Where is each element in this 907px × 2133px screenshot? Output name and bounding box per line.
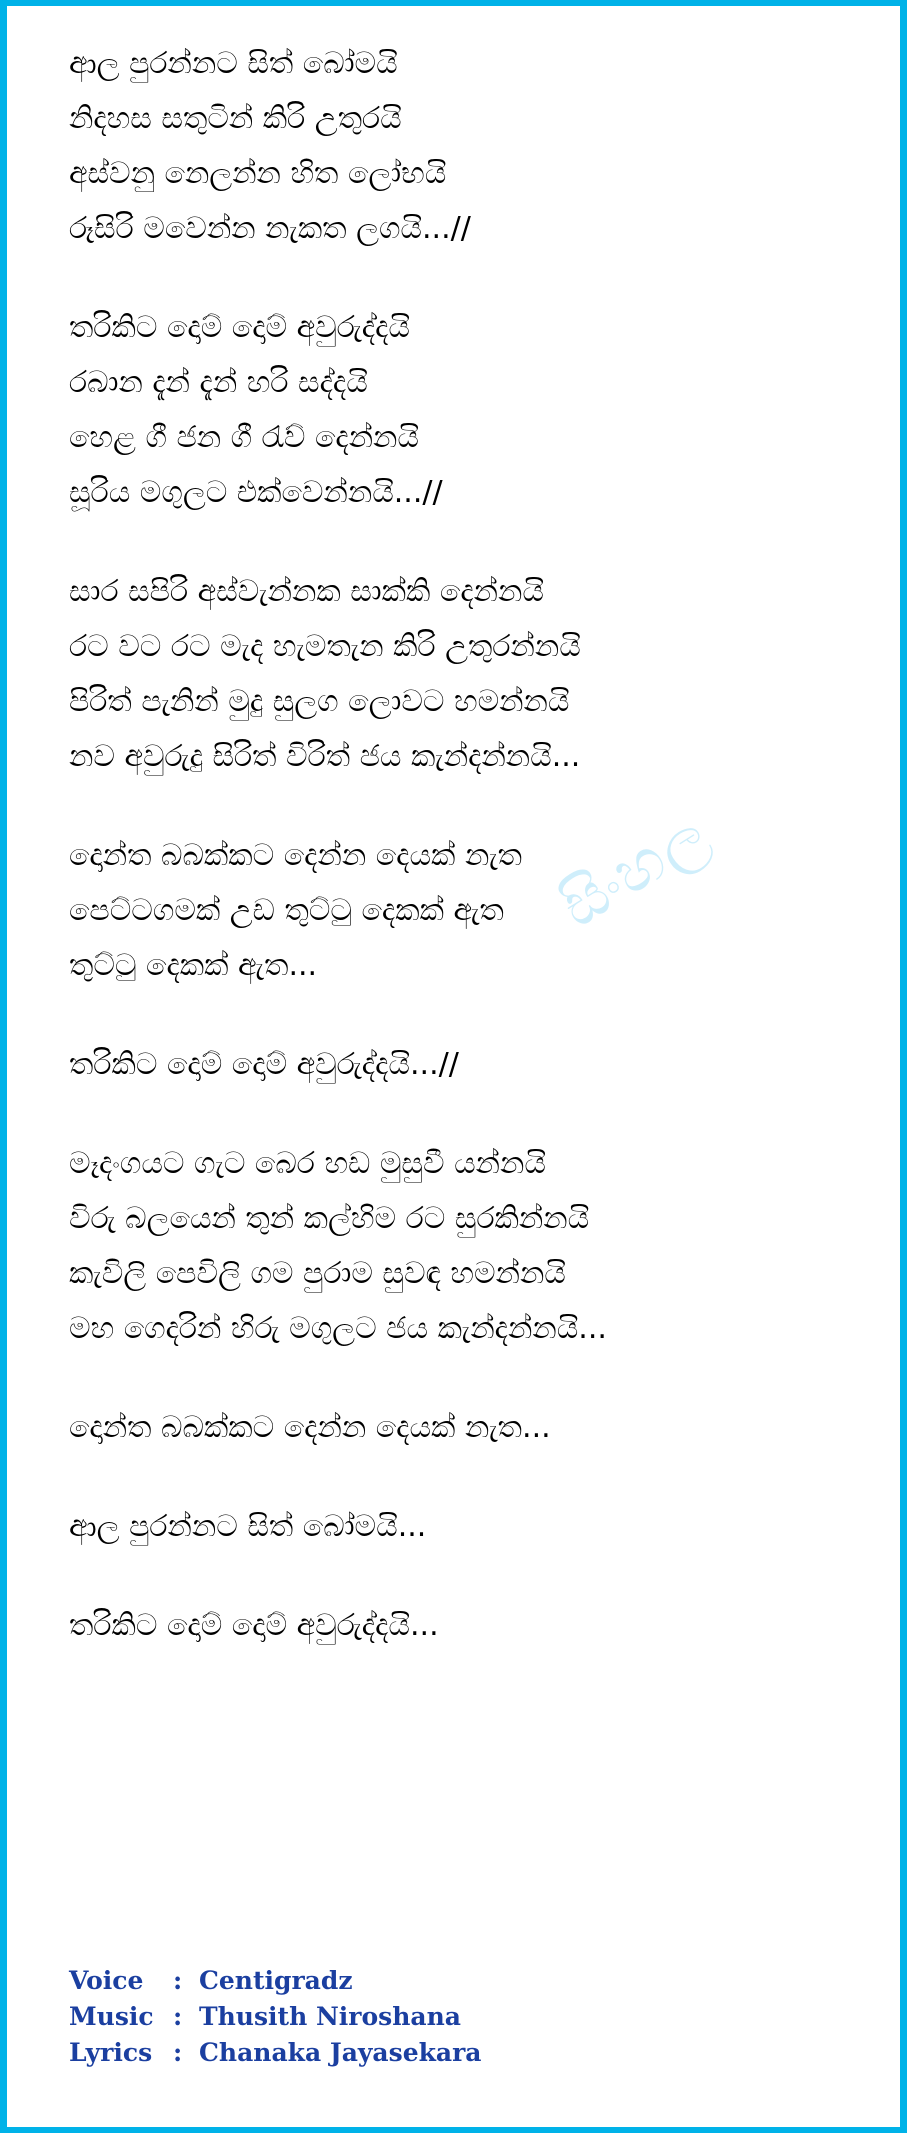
lyrics-line: ආල පුරන්නට සිත් බෝමයි... — [69, 1509, 427, 1544]
credit-separator: : — [173, 1966, 183, 1995]
lyrics-line: කැවිලි පෙවිලි ගම පුරාම සුවඳ හමන්නයි — [69, 1256, 566, 1291]
credit-row-voice — [69, 1963, 482, 1999]
credit-value: Chanaka Jayasekara — [199, 2038, 482, 2067]
lyrics-line: නිදහස සතුටින් කිරි උතුරයි — [69, 101, 402, 136]
credit-label: Voice — [69, 1966, 144, 1995]
lyrics-line: හෙළ ගී ජන ගී රැව් දෙන්නයි — [69, 420, 419, 455]
credit-separator: : — [173, 2002, 183, 2031]
lyrics-line: මහ ගෙදරින් හිරු මගුලට ජය කැන්දන්නයි... — [69, 1311, 607, 1346]
credit-row-lyrics — [69, 2035, 482, 2071]
lyrics-stanza — [69, 300, 869, 520]
lyrics-line: විරු බලයෙන් තුන් කල්හිම රට සුරකින්නයි — [69, 1201, 590, 1236]
lyrics-line: රූසිරි මවෙන්න නැකත ලගයි...// — [69, 211, 471, 246]
lyrics-line: අස්වනු නෙලන්න හිත ලෝභයි — [69, 156, 447, 191]
credit-row-music — [69, 1999, 482, 2035]
lyrics-line: රබාන දැන් දැන් හරි සද්දයි — [69, 365, 368, 400]
credits-block — [69, 1963, 482, 2071]
lyrics-line: සාර සපිරි අස්වැන්නක සාක්කි දෙන්නයි — [69, 574, 544, 609]
lyrics-line: සූරිය මගුලට එක්වෙන්නයි...// — [69, 475, 443, 510]
lyrics-line: ආල පුරන්නට සිත් බෝමයි — [69, 46, 398, 81]
lyrics-line: තරිකිට දොම් දොම් අවුරුද්දයි...// — [69, 1047, 459, 1082]
credit-label: Lyrics — [69, 2038, 153, 2067]
lyrics-line: තුට්ටු දෙකක් ඇත... — [69, 948, 318, 983]
lyrics-stanza — [69, 1400, 869, 1455]
watermark-text: සිංහල — [547, 795, 721, 942]
credit-value: Thusith Niroshana — [199, 2002, 461, 2031]
lyrics-stanza — [69, 36, 869, 256]
top-border-rule — [7, 0, 907, 6]
lyrics-stanza — [69, 1037, 869, 1092]
credit-label: Music — [69, 2002, 154, 2031]
lyrics-stanza — [69, 564, 869, 784]
bottom-border-rule — [7, 2127, 907, 2133]
lyrics-line: දොන්ත බබක්කට දෙන්න දෙයක් නැත — [69, 838, 523, 873]
credit-separator: : — [173, 2038, 183, 2067]
lyrics-line: තරිකිට දොම් දොම් අවුරුද්දයි... — [69, 1608, 439, 1643]
lyrics-stanza — [69, 1499, 869, 1554]
lyrics-line: දොන්ත බබක්කට දෙන්න දෙයක් නැත... — [69, 1410, 551, 1445]
lyrics-line: නව අවුරුදු සිරිත් විරිත් ජය කැන්දන්නයි... — [69, 739, 581, 774]
credit-value: Centigradz — [199, 1966, 353, 1995]
lyrics-line: මෑදංගයට ගැට බෙර හඩ මුසුවී යන්නයි — [69, 1146, 546, 1181]
lyrics-stanza — [69, 1598, 869, 1653]
lyrics-body — [69, 36, 869, 1697]
lyrics-line: රට වට රට මැද හැමතැන කිරි උතුරන්නයි — [69, 629, 581, 664]
lyrics-stanza — [69, 1136, 869, 1356]
lyrics-line: තරිකිට දොම් දොම් අවුරුද්දයි — [69, 310, 410, 345]
lyrics-line: පිරිත් පැනින් මුදු සුලග ලොවට හමන්නයි — [69, 684, 570, 719]
lyrics-line: පෙට්ටගමක් උඩ තුට්ටු දෙකක් ඇත — [69, 893, 504, 928]
lyrics-stanza — [69, 828, 869, 993]
